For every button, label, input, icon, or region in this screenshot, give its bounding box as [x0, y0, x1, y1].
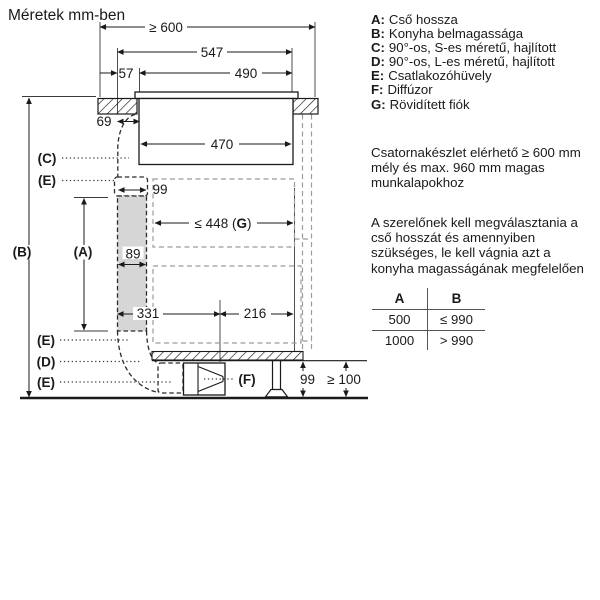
legend-item-e: E: Csatlakozóhüvely: [371, 68, 492, 84]
dim-connector-width: 99: [152, 182, 168, 197]
dim-plinth-height: ≥ 100: [327, 372, 361, 387]
dim-worktop-depth: ≥ 600: [149, 20, 183, 35]
dim-body-width: 470: [210, 137, 234, 152]
note-channel-kit: Csatornakészlet elérhető ≥ 600 mm mély és max. 960 mm magas munkalapokhoz: [371, 145, 581, 191]
dim-left-span: 331: [136, 306, 160, 321]
dim-drawer-length: ≤ 448 (G): [194, 216, 252, 231]
connector-sleeve-top: [115, 177, 148, 196]
table-header-row: [372, 288, 485, 310]
worktop-back-section: [293, 99, 318, 115]
legend-item-a: A: Cső hossza: [371, 12, 458, 27]
label-f: (F): [238, 372, 256, 387]
table-header-b: B: [451, 291, 462, 306]
legend: [371, 13, 597, 112]
dim-right-span: 216: [243, 306, 267, 321]
table-cell-b1: ≤ 990: [440, 312, 473, 327]
table-row: [372, 331, 485, 351]
dim-duct-offset: 69: [96, 114, 112, 129]
cabinet-leg: [266, 361, 288, 397]
table-row: [372, 310, 485, 331]
shortened-drawer-outline: [153, 179, 295, 247]
note-installer: A szerelőnek kell megválasztania a cső hosszát és amennyiben szükséges, le kell vágnia azt a konyha magasságának megfelelően: [371, 215, 584, 276]
table-cell-a1: 500: [372, 310, 428, 330]
legend-item-f: F: Diffúzor: [371, 82, 433, 98]
worktop-front-section: [98, 99, 137, 115]
units-note: Méretek mm-ben: [8, 7, 126, 24]
label-e-mid: (E): [37, 333, 55, 348]
dim-duct-width: 89: [125, 246, 141, 262]
label-b: (B): [12, 244, 32, 260]
dim-front-offset: 57: [118, 66, 134, 81]
s-bend-duct: [118, 115, 135, 178]
label-e-top: (E): [38, 173, 56, 188]
dim-foot-height: 99: [299, 372, 316, 387]
table-cell-b2: > 990: [439, 332, 474, 348]
table-header-a: A: [372, 288, 428, 309]
dim-hob-width: 547: [200, 45, 224, 60]
lower-drawer-outline: [153, 266, 301, 343]
dimension-lines: [29, 27, 346, 397]
table-cell-a2: 1000: [372, 331, 428, 351]
dimension-diagram: [0, 0, 380, 430]
label-e-bottom: (E): [37, 375, 55, 390]
legend-item-d: D: 90°-os, L-es méretű, hajlított: [371, 54, 555, 70]
dim-cutout-width: 490: [234, 66, 258, 81]
hob-top-plate: [135, 92, 298, 99]
label-d: (D): [36, 354, 56, 370]
label-c: (C): [37, 151, 57, 166]
leg-foot: [266, 390, 288, 397]
label-a: (A): [73, 244, 93, 260]
legend-item-g: G: Rövidített fiók: [371, 96, 470, 112]
legend-item-b: B: Konyha belmagassága: [371, 26, 524, 42]
hob-body: [139, 99, 293, 165]
cabinet-bottom-shelf: [152, 352, 303, 361]
connector-sleeve-bottom: [158, 363, 183, 393]
pipe-length-table: [372, 288, 485, 350]
legend-item-c: C: 90°-os, S-es méretű, hajlított: [371, 40, 557, 56]
